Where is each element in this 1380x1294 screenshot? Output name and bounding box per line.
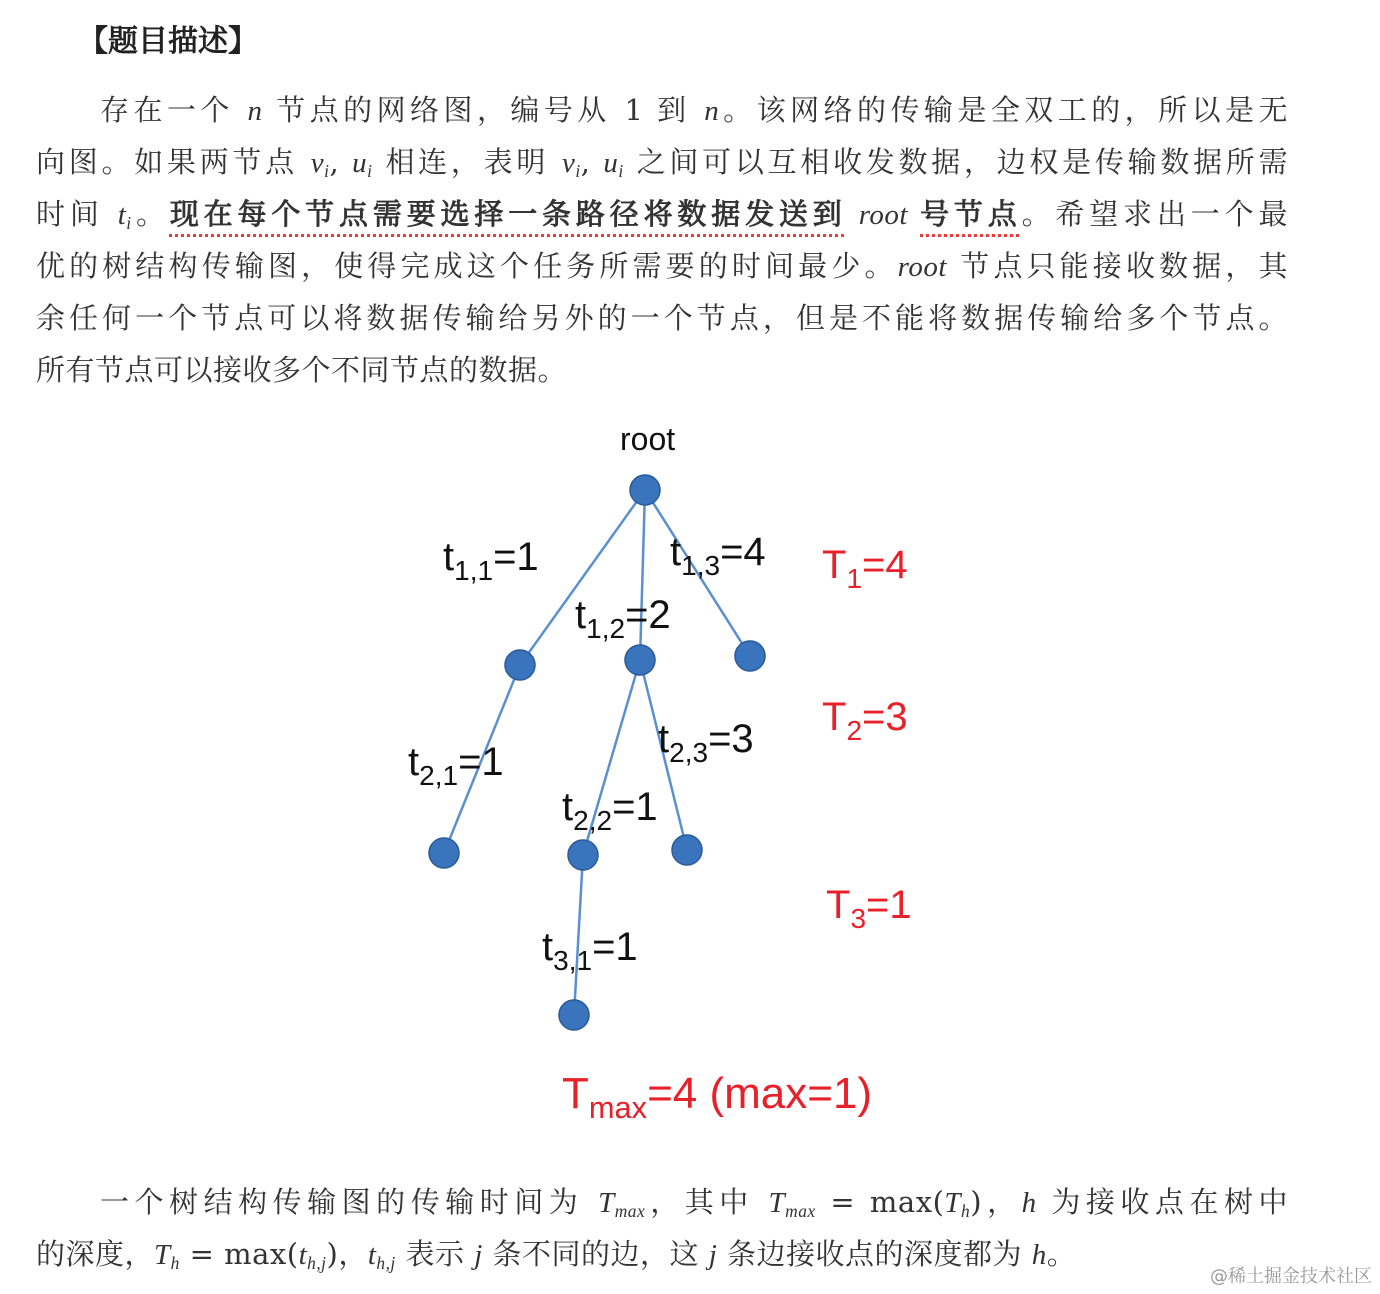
math-text: i <box>126 213 132 234</box>
math-text: t <box>367 1239 377 1271</box>
math-text: root <box>897 251 947 283</box>
label-part: =1 <box>866 883 912 927</box>
section-heading: 【题目描述】 <box>78 24 258 59</box>
label-part: t <box>575 593 587 637</box>
math-text: n <box>247 95 263 127</box>
label-part: t <box>562 785 574 829</box>
text-segment: 优的树结构传输图，使得完成这个任务所需要的时间最少。 <box>36 249 898 283</box>
label-part: =1 <box>493 535 539 579</box>
label-part: t <box>670 530 682 574</box>
math-text: i <box>324 161 330 182</box>
root-label: root <box>620 421 676 457</box>
math-text: h,j <box>307 1253 327 1274</box>
math-text: j <box>474 1239 483 1271</box>
text-segment: 。希望求出一个最 <box>1021 197 1288 231</box>
text-segment: 。 <box>1046 1237 1077 1271</box>
tree-node <box>672 835 702 865</box>
math-text: t <box>117 199 127 231</box>
label-part: t <box>443 535 455 579</box>
tree-node <box>735 641 765 671</box>
text-segment: 。 <box>131 197 170 231</box>
tree-node <box>505 650 535 680</box>
label-part: t <box>408 740 420 784</box>
math-text: h <box>961 1201 971 1222</box>
text-segment: 条边接收点的深度都为 <box>717 1237 1032 1271</box>
edge-weight-label <box>408 740 504 791</box>
edge-weight-label <box>562 785 658 836</box>
text-segment: , <box>580 145 604 179</box>
math-text: T <box>944 1187 962 1219</box>
label-part: T <box>826 883 851 927</box>
text-line <box>36 1228 1288 1280</box>
label-part: =1 <box>612 785 658 829</box>
label-part: 2,3 <box>669 737 709 768</box>
math-text: n <box>704 95 720 127</box>
label-part: T <box>822 543 847 587</box>
label-part: 1 <box>846 563 863 594</box>
label-part: 1,2 <box>586 613 626 644</box>
text-segment: 一个树结构传输图的传输时间为 <box>100 1185 599 1219</box>
label-part: T <box>822 695 847 739</box>
text-segment: 向图。如果两节点 <box>36 145 311 179</box>
edge-weight-label <box>670 530 766 581</box>
edge-weight-label <box>575 593 671 644</box>
label-part: 2 <box>846 715 863 746</box>
edge-weight-label <box>658 717 754 768</box>
math-text: i <box>618 161 624 182</box>
label-part: 2,1 <box>419 760 459 791</box>
math-text: T <box>598 1187 615 1219</box>
label-part: 3,1 <box>553 945 593 976</box>
math-text: v <box>562 147 576 179</box>
label-part: 1,1 <box>454 555 494 586</box>
watermark: @稀土掘金技术社区 <box>1210 1266 1372 1287</box>
level-time-label <box>826 883 912 934</box>
tree-node <box>625 645 655 675</box>
label-part: =2 <box>625 593 671 637</box>
text-segment: 号节点 <box>920 197 1022 231</box>
text-segment: = max( <box>179 1237 299 1271</box>
text-segment: 现在每个节点需要选择一条路径将数据发送到 <box>169 197 847 231</box>
math-text: h,j <box>376 1253 396 1274</box>
math-text: max <box>785 1201 816 1222</box>
text-line <box>36 1176 1288 1228</box>
label-part: 3 <box>850 903 867 934</box>
level-time-label <box>822 543 908 594</box>
level-time-label <box>822 695 908 746</box>
math-text: i <box>575 161 581 182</box>
text-segment: ，其中 <box>645 1185 769 1219</box>
tree-node <box>559 1000 589 1030</box>
math-text: T <box>768 1187 786 1219</box>
label-part: 1,3 <box>681 550 721 581</box>
edge-weight-label <box>443 535 539 586</box>
math-text: j <box>708 1239 718 1271</box>
text-segment: 之间可以互相收发数据，边权是传输数据所需 <box>623 145 1289 179</box>
tree-edge <box>520 490 645 665</box>
root-node <box>630 475 660 505</box>
text-segment: , <box>329 145 353 179</box>
text-segment: 节点只能接收数据，其 <box>946 249 1288 283</box>
text-segment: 表示 <box>395 1237 475 1271</box>
text-segment: 所有节点可以接收多个不同节点的数据。 <box>36 353 568 387</box>
tree-node <box>429 838 459 868</box>
math-text: u <box>603 147 619 179</box>
label-part: =4 <box>862 543 908 587</box>
math-text: v <box>310 147 325 179</box>
definition-paragraph <box>36 1176 1288 1280</box>
label-part: =4 (max=1) <box>647 1069 873 1118</box>
edge-weight-label <box>542 925 638 976</box>
math-text: i <box>367 161 373 182</box>
label-part: =1 <box>592 925 638 969</box>
text-segment: )， <box>970 1185 1022 1219</box>
tree-node <box>568 840 598 870</box>
label-part: =1 <box>458 740 504 784</box>
label-part: t <box>658 717 670 761</box>
text-segment: 的深度， <box>36 1237 155 1271</box>
text-segment: = max( <box>815 1185 945 1219</box>
label-part: max <box>588 1090 648 1125</box>
text-segment: )， <box>326 1237 368 1271</box>
label-part: =3 <box>862 695 908 739</box>
math-text: h <box>1031 1239 1047 1271</box>
tree-edge <box>574 855 583 1015</box>
math-text: t <box>298 1239 308 1271</box>
total-time-label <box>562 1069 872 1125</box>
label-part: 2,2 <box>573 805 613 836</box>
text-segment: 节点的网络图，编号从 1 到 <box>262 93 705 127</box>
label-part: =3 <box>708 717 754 761</box>
text-segment: 时间 <box>36 197 118 231</box>
label-part: =4 <box>720 530 766 574</box>
math-text: h <box>170 1253 180 1274</box>
math-text: root <box>846 199 921 231</box>
text-segment: 相连，表明 <box>372 145 563 179</box>
math-text: h <box>1021 1187 1037 1219</box>
math-text: max <box>614 1201 646 1222</box>
text-segment: 。该网络的传输是全双工的，所以是无 <box>719 93 1289 127</box>
math-text: T <box>154 1239 171 1271</box>
label-part: t <box>542 925 554 969</box>
math-text: u <box>352 147 368 179</box>
label-part: T <box>562 1069 589 1118</box>
text-segment: 存在一个 <box>100 93 248 127</box>
text-segment: 为接收点在树中 <box>1036 1185 1288 1219</box>
text-segment: 条不同的边，这 <box>482 1237 709 1271</box>
text-segment: 余任何一个节点可以将数据传输给另外的一个节点，但是不能将数据传输给多个节点。 <box>36 301 1288 335</box>
